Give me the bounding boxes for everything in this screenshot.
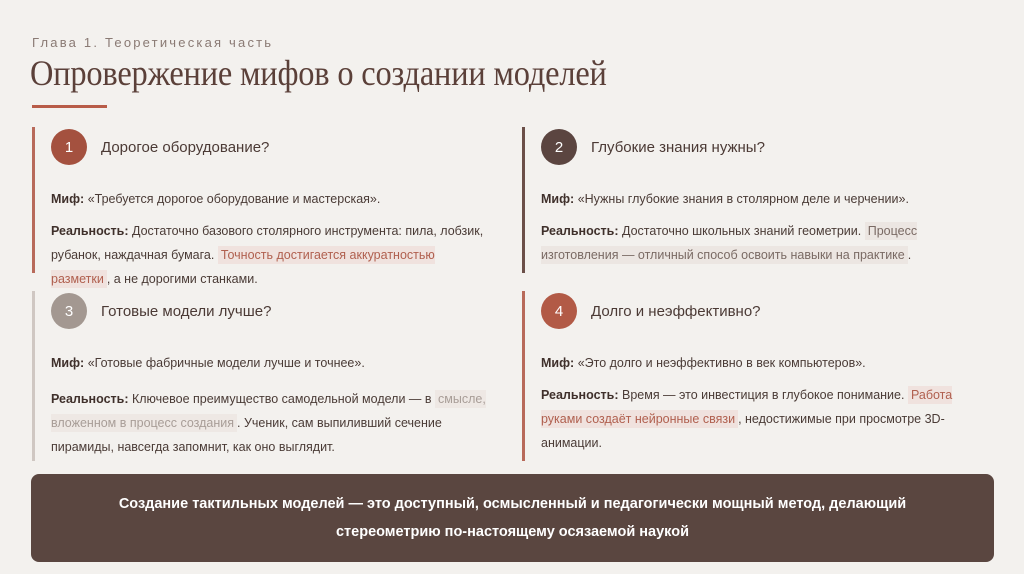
reality-body: Время — это инвестиция в глубокое понимание.: [621, 388, 905, 402]
card-header: [541, 291, 962, 331]
reality-text: [51, 387, 507, 459]
myth-card-3: [32, 291, 507, 461]
reality-highlight: Точность достигается аккуратностью разметки: [51, 248, 435, 286]
reality-body: Достаточно школьных знаний геометрии.: [621, 224, 862, 238]
reality-text: [541, 383, 962, 455]
myth-card-2: [522, 127, 962, 273]
reality-tail: . Ученик, сам выпиливший сечение пирамиды, навсегда запомнит, как оно выглядит.: [51, 416, 442, 454]
myth-label: Миф:: [541, 192, 575, 206]
card-header: [51, 127, 492, 167]
reality-label: Реальность:: [541, 388, 619, 402]
myth-body: «Это долго и неэффективно в век компьютеров».: [577, 356, 866, 370]
reality-body: Достаточно базового столярного инструмента: пила, лобзик, рубанок, наждачная бумага.: [51, 224, 484, 262]
conclusion-banner: [31, 474, 994, 562]
myth-text: [541, 187, 962, 211]
reality-tail: , а не дорогими станками.: [106, 272, 258, 286]
reality-highlight: Работа руками создаёт нейронные связи: [541, 388, 953, 426]
myth-label: Миф:: [51, 192, 85, 206]
number-badge: 2: [541, 129, 577, 165]
reality-highlight: смысле, вложенном в процесс создания: [51, 392, 486, 430]
myth-body: «Готовые фабричные модели лучше и точнее».: [87, 356, 365, 370]
card-title: Долго и неэффективно?: [591, 302, 761, 320]
myth-text: [51, 187, 492, 211]
myth-body: «Требуется дорогое оборудование и мастерская».: [87, 192, 381, 206]
card-title: Готовые модели лучше?: [101, 302, 272, 320]
reality-label: Реальность:: [541, 224, 619, 238]
reality-text: [51, 219, 492, 291]
card-title: Дорогое оборудование?: [101, 138, 270, 156]
number-badge: 3: [51, 293, 87, 329]
title-underline: [32, 105, 107, 108]
number-badge: 4: [541, 293, 577, 329]
number-badge: 1: [51, 129, 87, 165]
myth-card-1: [32, 127, 492, 286]
myth-card-4: [522, 291, 962, 461]
reality-tail: , недостижимые при просмотре 3D-анимации.: [541, 412, 945, 450]
reality-text: [541, 219, 962, 267]
myth-label: Миф:: [541, 356, 575, 370]
reality-body: Ключевое преимущество самодельной модели — в: [131, 392, 432, 406]
conclusion-text: Создание тактильных моделей — это доступный, осмысленный и педагогически мощный метод, делающий стереометрию по-настоящему осязаемой наукой: [118, 496, 907, 540]
card-title: Глубокие знания нужны?: [591, 138, 765, 156]
card-header: [541, 127, 962, 167]
reality-tail: .: [907, 248, 912, 262]
myth-body: «Нужны глубокие знания в столярном деле и черчении».: [577, 192, 909, 206]
myth-text: [541, 351, 962, 375]
chapter-label: Глава 1. Теоретическая часть: [32, 35, 274, 50]
reality-label: Реальность:: [51, 392, 129, 406]
reality-highlight: Процесс изготовления — отличный способ освоить навыки на практике: [541, 224, 918, 262]
myth-text: [51, 351, 507, 375]
myth-label: Миф:: [51, 356, 85, 370]
reality-label: Реальность:: [51, 224, 129, 238]
card-header: [51, 291, 507, 331]
page-title: Опровержение мифов о создании моделей: [30, 53, 607, 93]
